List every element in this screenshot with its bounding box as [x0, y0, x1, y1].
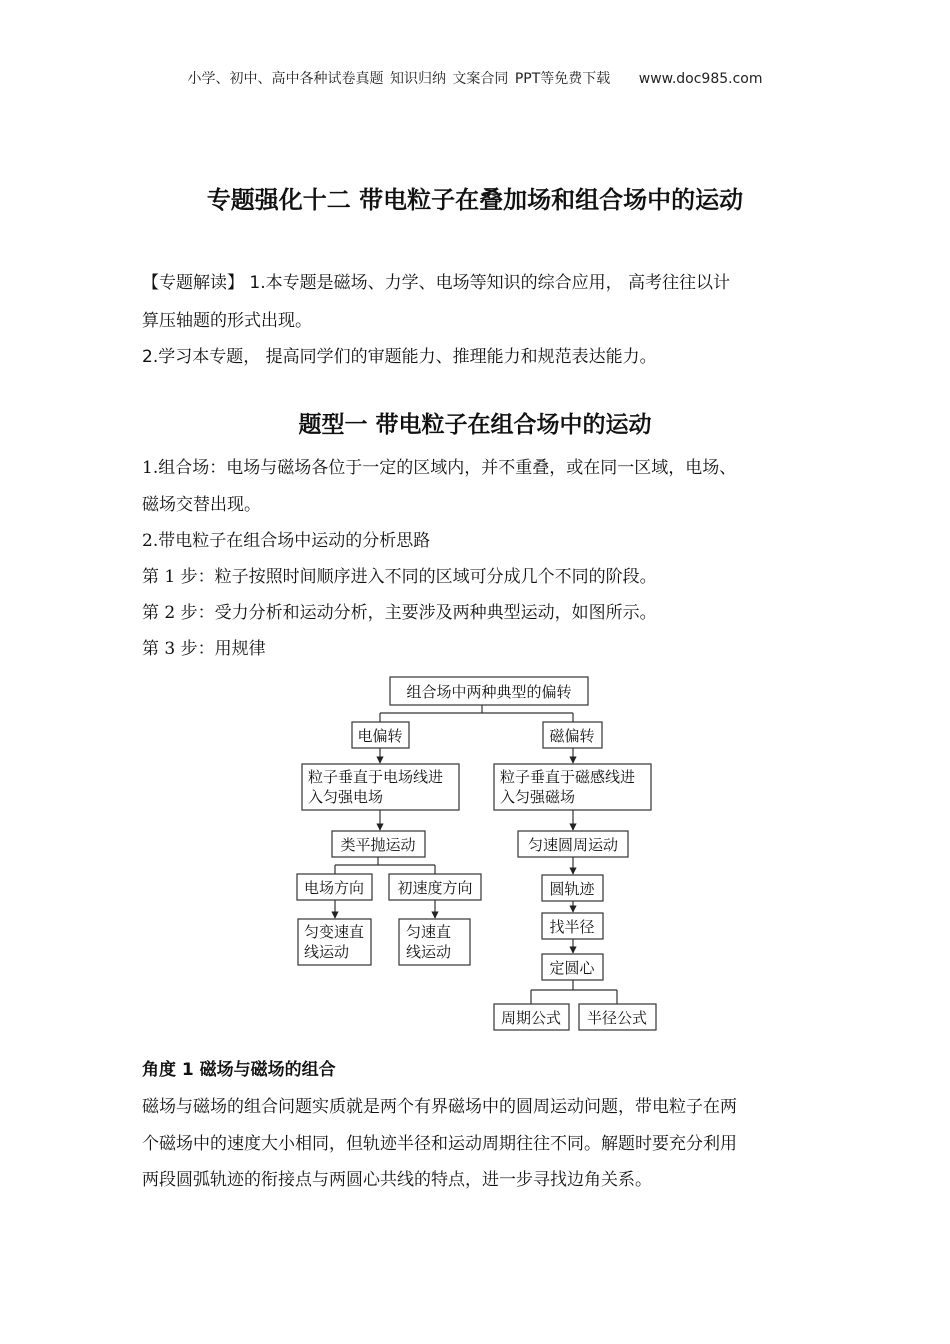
label-period: 周期公式 — [500, 1009, 562, 1027]
header-site-text: 小学、初中、高中各种试卷真题 知识归纳 文案合同 PPT等免费下载 — [187, 71, 611, 87]
section-title: 题型一 带电粒子在组合场中的运动 — [298, 412, 652, 438]
label-circular: 匀速圆周运动 — [527, 836, 619, 854]
label-uni-2: 线运动 — [406, 943, 452, 961]
label-radius-formula: 半径公式 — [586, 1009, 648, 1027]
page-title: 专题强化十二 带电粒子在叠加场和组合场中的运动 — [206, 186, 744, 214]
label-init-dir: 初速度方向 — [397, 879, 473, 897]
label-projectile: 类平抛运动 — [340, 836, 416, 854]
para-1-line-2: 磁场交替出现。 — [142, 495, 261, 515]
label-e-enter-1: 粒子垂直于电场线进 — [308, 768, 444, 786]
step-1: 第 1 步：粒子按照时间顺序进入不同的区域可分成几个不同的阶段。 — [142, 567, 657, 587]
label-m-enter-1: 粒子垂直于磁感线进 — [500, 768, 636, 786]
header-url[interactable]: www.doc985.com — [638, 71, 763, 87]
para-2: 2.带电粒子在组合场中运动的分析思路 — [142, 531, 431, 551]
label-var-1: 匀变速直 — [304, 923, 365, 941]
label-radius: 找半径 — [549, 918, 595, 936]
label-m-enter-2: 入匀强磁场 — [500, 788, 576, 806]
intro-line-1: 【专题解读】 1.本专题是磁场、力学、电场等知识的综合应用， 高考往往以计 — [142, 273, 731, 293]
angle-line-2: 个磁场中的速度大小相同，但轨迹半径和运动周期往往不同。解题时要充分利用 — [142, 1134, 737, 1154]
label-magnetic: 磁偏转 — [549, 727, 595, 745]
angle-heading: 角度 1 磁场与磁场的组合 — [142, 1060, 336, 1080]
label-uni-1: 匀速直 — [406, 923, 452, 941]
intro-line-2: 算压轴题的形式出现。 — [142, 311, 312, 331]
label-orbit: 圆轨迹 — [549, 880, 595, 898]
intro-line-3: 2.学习本专题， 提高同学们的审题能力、推理能力和规范表达能力。 — [142, 347, 657, 367]
angle-line-3: 两段圆弧轨迹的衔接点与两圆心共线的特点，进一步寻找边角关系。 — [142, 1170, 652, 1190]
label-var-2: 线运动 — [304, 943, 350, 961]
label-root: 组合场中两种典型的偏转 — [406, 683, 572, 701]
para-1-line-1: 1.组合场：电场与磁场各位于一定的区域内，并不重叠，或在同一区域，电场、 — [142, 458, 737, 478]
step-3: 第 3 步：用规律 — [142, 639, 266, 659]
label-electric: 电偏转 — [357, 727, 403, 745]
angle-line-1: 磁场与磁场的组合问题实质就是两个有界磁场中的圆周运动问题，带电粒子在两 — [142, 1097, 737, 1117]
label-center: 定圆心 — [549, 959, 595, 977]
label-e-enter-2: 入匀强电场 — [308, 788, 384, 806]
label-field-dir: 电场方向 — [303, 879, 365, 897]
step-2: 第 2 步：受力分析和运动分析，主要涉及两种典型运动，如图所示。 — [142, 603, 657, 623]
